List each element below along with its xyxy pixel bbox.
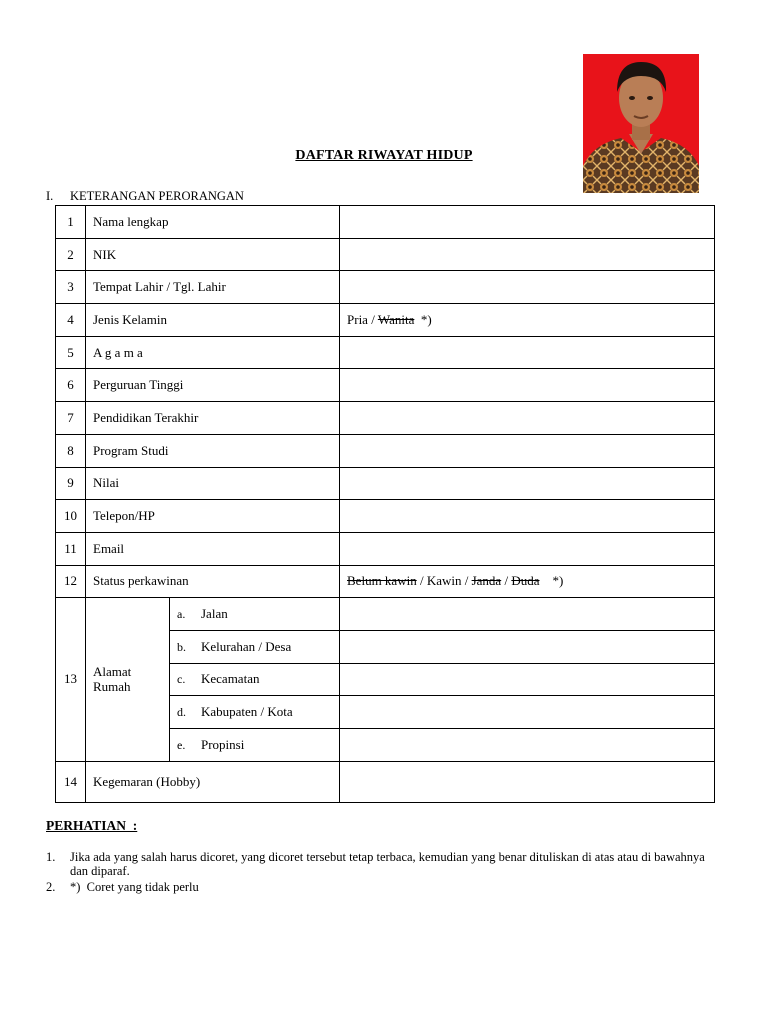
section-number: I. — [46, 189, 54, 203]
field-label: Telepon/HP — [86, 500, 340, 533]
email-field[interactable] — [340, 532, 715, 565]
field-label: Perguruan Tinggi — [86, 369, 340, 402]
status-option-widower-struck: Duda — [511, 573, 540, 589]
field-label: Program Studi — [86, 434, 340, 467]
sub-letter: e. — [177, 737, 186, 752]
field-label: A g a m a — [86, 336, 340, 369]
study-program-field[interactable] — [340, 434, 715, 467]
street-field[interactable] — [340, 598, 715, 631]
section-heading-text: KETERANGAN PERORANGAN — [70, 189, 244, 203]
field-label: Tempat Lahir / Tgl. Lahir — [86, 271, 340, 304]
field-label: Status perkawinan — [86, 565, 340, 598]
table-row — [56, 206, 715, 239]
field-label: Email — [86, 532, 340, 565]
sub-letter: b. — [177, 639, 186, 654]
gender-option-male: Pria / — [347, 311, 378, 327]
gender-option-female-struck: Wanita — [377, 311, 415, 327]
table-row — [56, 467, 715, 500]
sub-letter: a. — [177, 607, 186, 622]
row-number: 5 — [56, 336, 86, 369]
sub-label-text: Propinsi — [201, 736, 245, 752]
row-number: 2 — [56, 238, 86, 271]
section-heading — [46, 189, 244, 204]
province-field[interactable] — [340, 729, 715, 762]
status-option-widow-struck: Janda — [471, 573, 502, 589]
table-row — [56, 304, 715, 337]
address-sublabel — [170, 729, 340, 762]
table-row — [56, 434, 715, 467]
table-row — [56, 238, 715, 271]
row-number: 1 — [56, 206, 86, 239]
footnote-marker: *) — [539, 573, 564, 589]
note-text: *) Coret yang tidak perlu — [70, 880, 199, 894]
field-label: Jenis Kelamin — [86, 304, 340, 337]
address-sublabel — [170, 598, 340, 631]
marital-status-field[interactable] — [340, 565, 715, 598]
status-separator: / — [501, 573, 512, 589]
sub-letter: d. — [177, 705, 186, 720]
phone-field[interactable] — [340, 500, 715, 533]
row-number: 8 — [56, 434, 86, 467]
list-item — [46, 850, 718, 878]
table-row — [56, 402, 715, 435]
nik-field[interactable] — [340, 238, 715, 271]
footnote-marker: *) — [414, 311, 432, 327]
row-number: 4 — [56, 304, 86, 337]
row-number: 7 — [56, 402, 86, 435]
district-field[interactable] — [340, 663, 715, 696]
hobby-field[interactable] — [340, 761, 715, 802]
regency-city-field[interactable] — [340, 696, 715, 729]
field-label: Nilai — [86, 467, 340, 500]
table-row — [56, 271, 715, 304]
list-item — [46, 880, 718, 894]
address-label-line2: Rumah — [93, 679, 131, 695]
grade-field[interactable] — [340, 467, 715, 500]
table-row — [56, 336, 715, 369]
row-number: 3 — [56, 271, 86, 304]
full-name-field[interactable] — [340, 206, 715, 239]
table-row — [56, 565, 715, 598]
status-option-unmarried-struck: Belum kawin — [347, 573, 417, 589]
notice-title: PERHATIAN : — [46, 818, 138, 833]
birth-place-date-field[interactable] — [340, 271, 715, 304]
row-number: 13 — [56, 598, 86, 761]
table-row — [56, 761, 715, 802]
address-sublabel — [170, 630, 340, 663]
table-row — [56, 598, 715, 631]
row-number: 11 — [56, 532, 86, 565]
row-number: 6 — [56, 369, 86, 402]
table-row — [56, 500, 715, 533]
field-label: Pendidikan Terakhir — [86, 402, 340, 435]
field-label: Nama lengkap — [86, 206, 340, 239]
gender-field[interactable] — [340, 304, 715, 337]
address-sublabel — [170, 696, 340, 729]
table-row — [56, 532, 715, 565]
row-number: 9 — [56, 467, 86, 500]
university-field[interactable] — [340, 369, 715, 402]
row-number: 10 — [56, 500, 86, 533]
note-number: 1. — [46, 850, 56, 864]
field-label: Kegemaran (Hobby) — [86, 761, 340, 802]
address-sublabel — [170, 663, 340, 696]
row-number: 14 — [56, 761, 86, 802]
address-label — [86, 598, 170, 761]
note-number: 2. — [46, 880, 56, 894]
field-label: NIK — [86, 238, 340, 271]
village-field[interactable] — [340, 630, 715, 663]
last-education-field[interactable] — [340, 402, 715, 435]
note-text: Jika ada yang salah harus dicoret, yang dicoret tersebut tetap terbaca, kemudian yang benar dituliskan di atas atau di bawahnya dan diparaf. — [70, 850, 705, 878]
document-title: DAFTAR RIWAYAT HIDUP — [295, 148, 473, 163]
sub-label-text: Kecamatan — [201, 671, 260, 687]
sub-label-text: Kelurahan / Desa — [201, 638, 292, 654]
religion-field[interactable] — [340, 336, 715, 369]
status-option-married: / Kawin / — [416, 573, 472, 589]
notice-list — [46, 850, 718, 896]
sub-label-text: Jalan — [201, 606, 228, 622]
applicant-photo — [583, 54, 699, 193]
row-number: 12 — [56, 565, 86, 598]
personal-info-table — [55, 205, 715, 803]
sub-label-text: Kabupaten / Kota — [201, 704, 293, 720]
address-label-line1: Alamat — [93, 664, 132, 680]
table-row — [56, 369, 715, 402]
person-portrait-icon — [583, 54, 699, 193]
sub-letter: c. — [177, 672, 186, 687]
